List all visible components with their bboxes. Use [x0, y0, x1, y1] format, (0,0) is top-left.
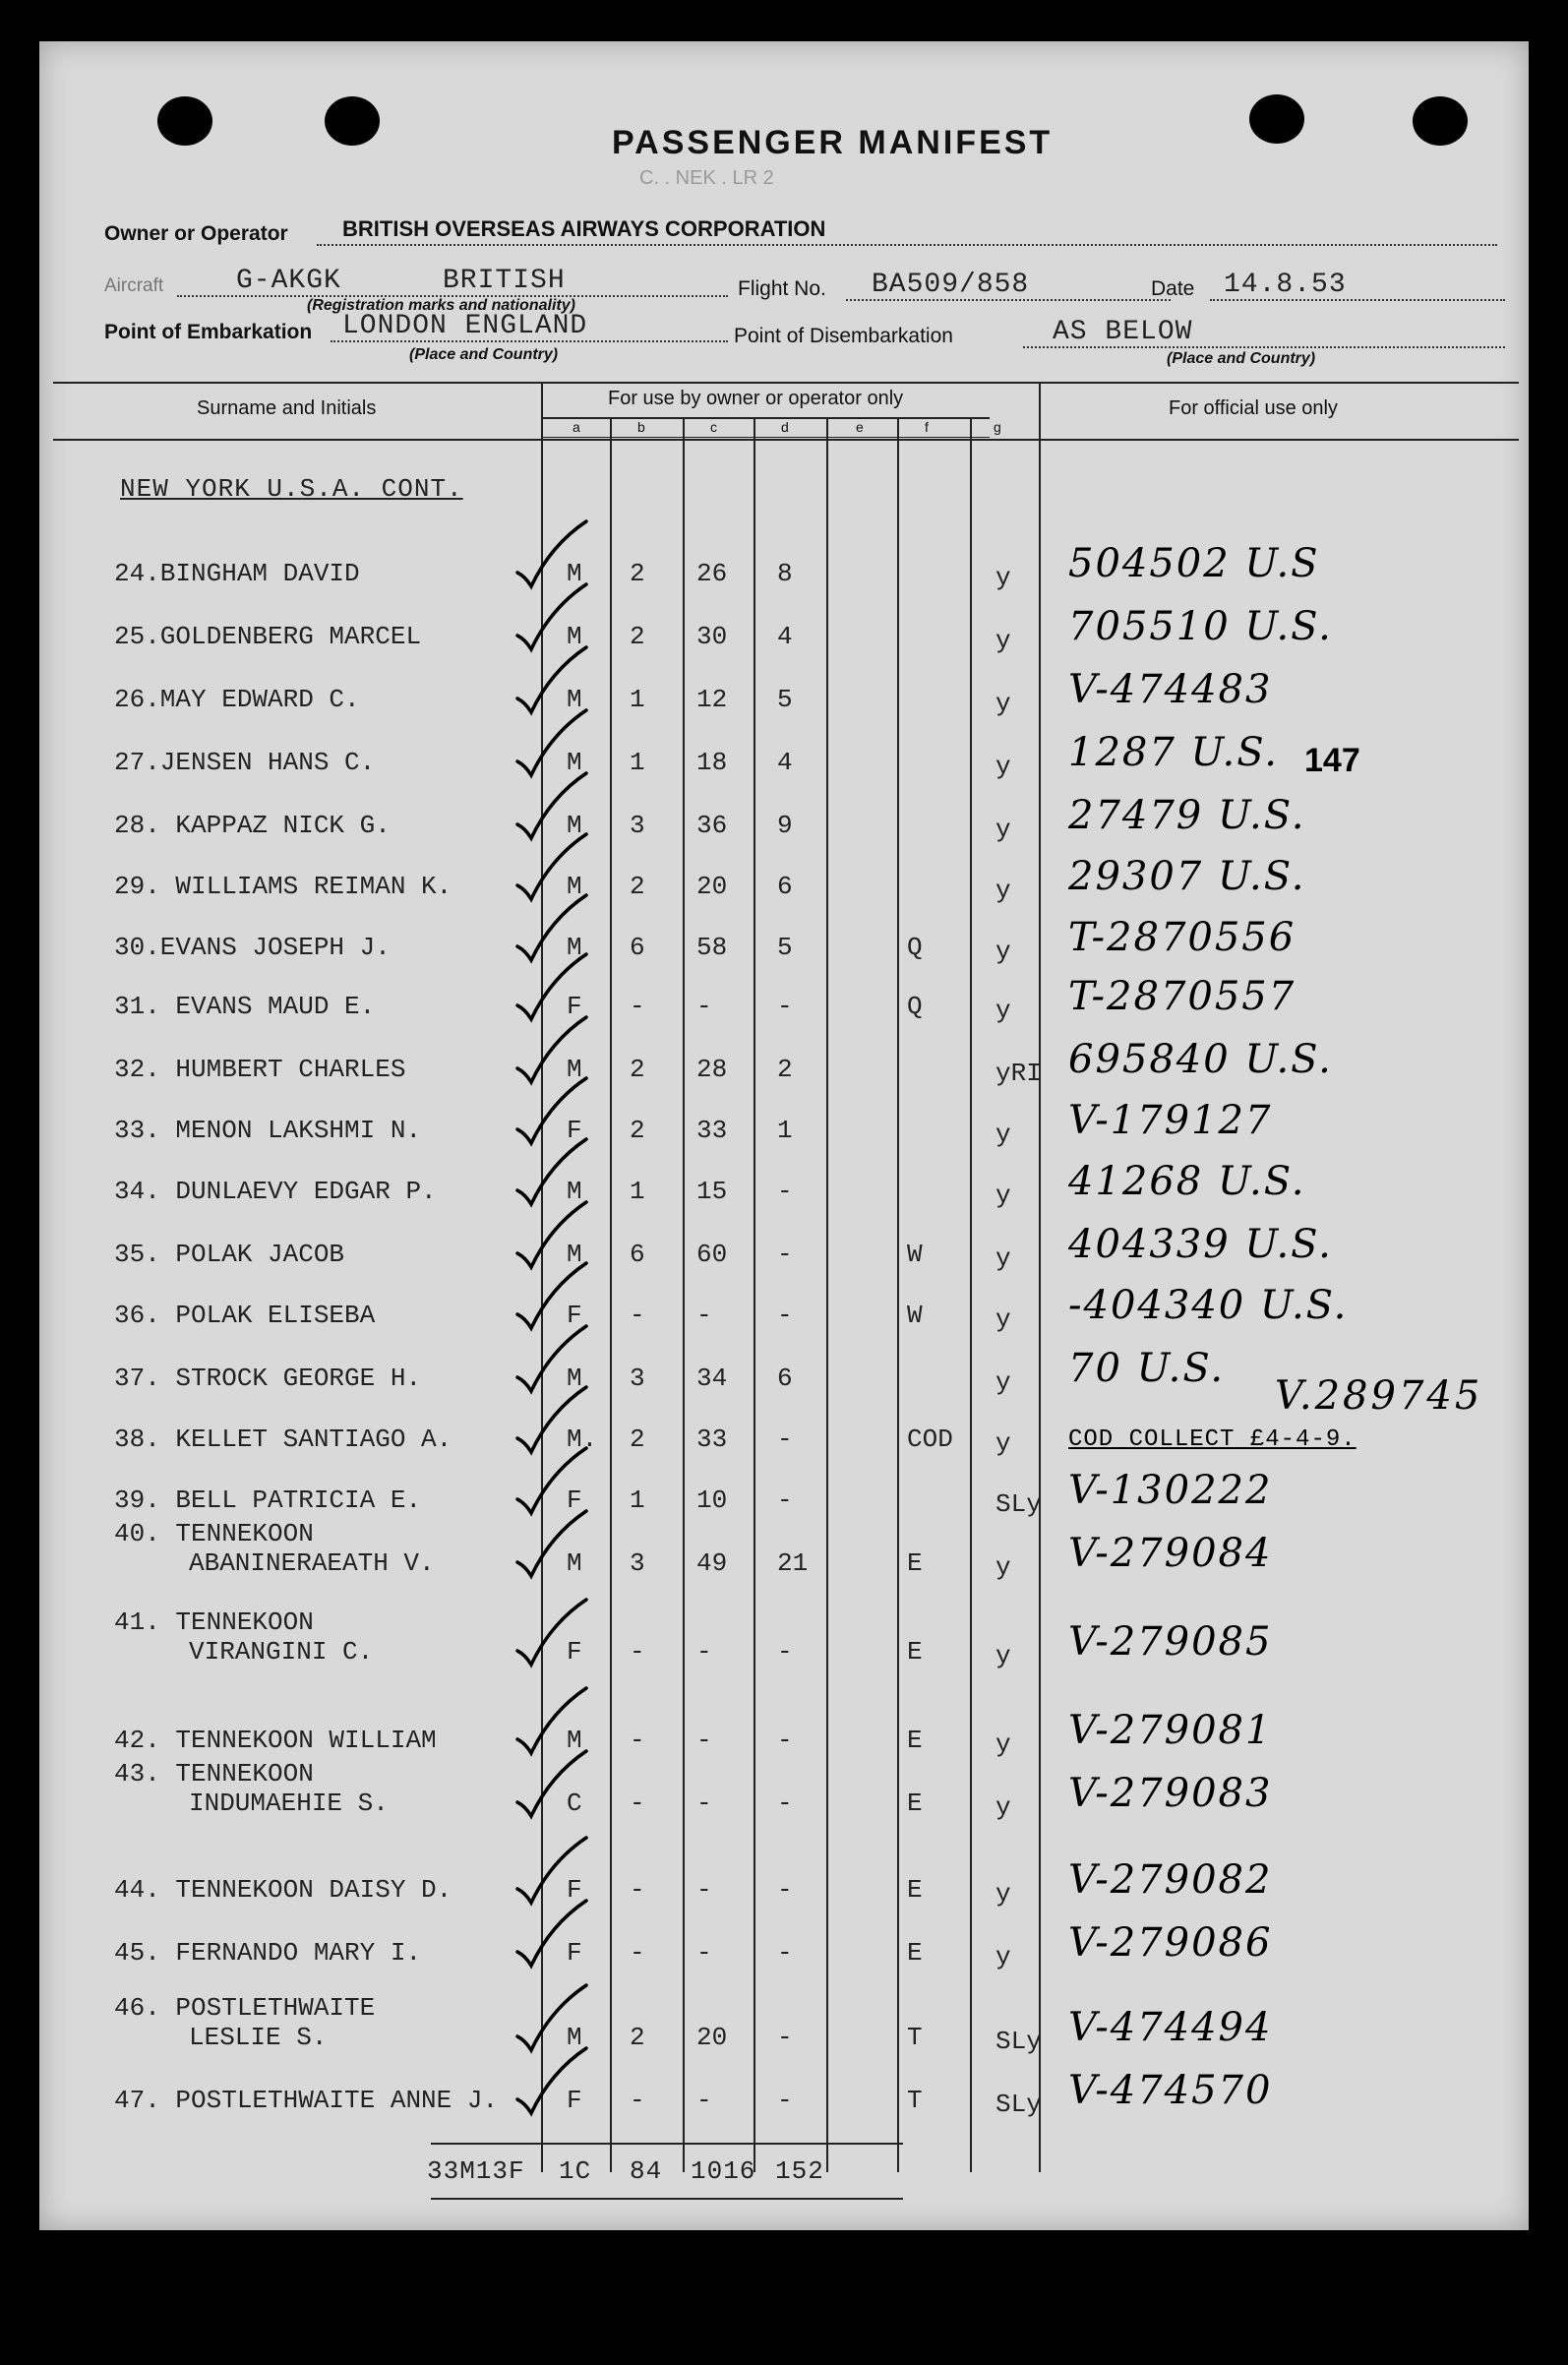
disembarkation-value: AS BELOW [1053, 317, 1193, 347]
col-e-header: e [856, 419, 864, 435]
col-g: SLy [995, 2090, 1042, 2119]
col-a-sex: M [567, 1055, 582, 1084]
col-b: 1 [630, 748, 645, 777]
totals-c: 1016 [691, 2156, 756, 2186]
col-d: - [777, 1301, 793, 1330]
operator-subrule-2 [541, 437, 990, 438]
col-g: y [995, 689, 1011, 718]
aircraft-label: Aircraft [104, 275, 164, 296]
table-row [39, 1283, 1529, 1360]
col-c: - [696, 1637, 712, 1667]
col-b: - [630, 1938, 645, 1968]
col-f: W [907, 1301, 923, 1330]
totals-b: 84 [630, 2156, 663, 2186]
official-entry: V-474570 [1068, 2068, 1273, 2113]
table-row [39, 1759, 1529, 1848]
table-row [39, 2068, 1529, 2145]
col-a-sex: F [567, 1486, 582, 1515]
col-c: - [696, 2086, 712, 2115]
manifest-page [39, 41, 1529, 2230]
col-c: - [696, 1301, 712, 1330]
official-entry: V-279081 [1068, 1708, 1273, 1753]
official-entry: 70 U.S. [1068, 1346, 1226, 1391]
col-g: y [995, 1428, 1011, 1458]
col-d: - [777, 1240, 793, 1269]
col-g: y [995, 1879, 1011, 1909]
flight-line [846, 299, 1171, 301]
col-g: y [995, 626, 1011, 655]
col-a-sex: M. [567, 1425, 598, 1454]
col-a-sex: C [567, 1789, 582, 1818]
owner-label: Owner or Operator [104, 222, 288, 245]
col-d: 4 [777, 748, 793, 777]
checkmark-icon [512, 1895, 590, 1973]
col-g: y [995, 1304, 1011, 1334]
checkmark-icon [512, 2042, 590, 2121]
table-row [39, 667, 1529, 744]
col-f-header: f [925, 419, 929, 435]
col-g: y [995, 1367, 1011, 1397]
col-b: 6 [630, 1240, 645, 1269]
col-c: 36 [696, 811, 728, 840]
col-c: - [696, 1875, 712, 1905]
operator-use-header: For use by owner or operator only [608, 388, 904, 409]
embarkation-value: LONDON ENGLAND [342, 311, 588, 341]
passenger-name: 26.MAY EDWARD C. [114, 685, 360, 714]
disembarkation-line [1023, 346, 1505, 348]
col-f: COD [907, 1425, 953, 1454]
col-g: yRI [995, 1059, 1042, 1088]
official-entry: V-179127 [1068, 1098, 1273, 1143]
col-b: 6 [630, 933, 645, 962]
col-c: 26 [696, 559, 728, 588]
col-b: 2 [630, 872, 645, 901]
col-a-sex: F [567, 1301, 582, 1330]
col-g: y [995, 1243, 1011, 1273]
punch-hole [1249, 94, 1304, 144]
col-b: 2 [630, 622, 645, 651]
official-entry: 705510 U.S. [1068, 604, 1333, 649]
table-row [39, 1037, 1529, 1114]
page-title: PASSENGER MANIFEST [612, 124, 1054, 161]
table-top-rule [53, 382, 1519, 384]
col-b: 2 [630, 1116, 645, 1145]
col-a-sex: F [567, 1875, 582, 1905]
punch-hole [157, 96, 212, 146]
official-entry: 29307 U.S. [1068, 854, 1306, 899]
aircraft-registration: G-AKGK [236, 266, 341, 296]
table-row [39, 1607, 1529, 1696]
passenger-name: 34. DUNLAEVY EDGAR P. [114, 1177, 437, 1206]
col-f: T [907, 2086, 923, 2115]
col-a-sex: M [567, 622, 582, 651]
col-b: - [630, 2086, 645, 2115]
passenger-name: 38. KELLET SANTIAGO A. [114, 1425, 452, 1454]
col-a-sex: M [567, 748, 582, 777]
col-c: 60 [696, 1240, 728, 1269]
punch-hole [325, 96, 380, 146]
col-d: 9 [777, 811, 793, 840]
passenger-name: 43. TENNEKOON [114, 1759, 314, 1789]
date-line [1210, 299, 1505, 301]
passenger-name: 29. WILLIAMS REIMAN K. [114, 872, 452, 901]
col-a-sex: F [567, 1938, 582, 1968]
col-a-sex: M [567, 1548, 582, 1578]
passenger-name-cont: INDUMAEHIE S. [189, 1789, 389, 1818]
col-g: y [995, 937, 1011, 966]
passenger-name: 35. POLAK JACOB [114, 1240, 345, 1269]
embarkation-note: (Place and Country) [409, 346, 559, 363]
col-c: 33 [696, 1425, 728, 1454]
totals-rule-bottom [431, 2198, 903, 2200]
official-entry: T-2870557 [1068, 974, 1297, 1019]
checkmark-icon [512, 1594, 590, 1672]
official-entry: V-130222 [1068, 1468, 1273, 1513]
col-d: - [777, 1637, 793, 1667]
section-heading: NEW YORK U.S.A. CONT. [120, 474, 463, 504]
date-label: Date [1151, 277, 1195, 300]
col-c: 18 [696, 748, 728, 777]
col-d: 8 [777, 559, 793, 588]
totals-rule [431, 2143, 903, 2145]
passenger-name: 36. POLAK ELISEBA [114, 1301, 376, 1330]
col-b: 1 [630, 1486, 645, 1515]
official-entry: 27479 U.S. [1068, 793, 1306, 838]
official-entry: V-279086 [1068, 1920, 1273, 1966]
col-f: W [907, 1240, 923, 1269]
official-entry: 41268 U.S. [1068, 1159, 1306, 1204]
col-f: E [907, 1875, 923, 1905]
col-f: Q [907, 992, 923, 1021]
official-entry: 504502 U.S [1068, 541, 1320, 586]
passenger-name-cont: ABANINERAEATH V. [189, 1548, 435, 1578]
col-d-header: d [781, 419, 789, 435]
col-g: SLy [995, 1489, 1042, 1519]
official-entry: V-279083 [1068, 1771, 1273, 1816]
col-a-sex: M [567, 1177, 582, 1206]
col-c: - [696, 1938, 712, 1968]
col-a-sex: M [567, 685, 582, 714]
passenger-name: 46. POSTLETHWAITE [114, 1993, 376, 2023]
table-row [39, 1857, 1529, 1934]
table-row [39, 915, 1529, 992]
passenger-name-cont: LESLIE S. [189, 2023, 328, 2052]
passenger-name: 39. BELL PATRICIA E. [114, 1486, 422, 1515]
table-row [39, 1425, 1529, 1484]
col-c: - [696, 992, 712, 1021]
date-value: 14.8.53 [1224, 270, 1347, 300]
col-f: Q [907, 933, 923, 962]
col-g: y [995, 815, 1011, 844]
col-f: T [907, 2023, 923, 2052]
col-c: 15 [696, 1177, 728, 1206]
col-c-header: c [710, 419, 717, 435]
col-c: 58 [696, 933, 728, 962]
col-g: y [995, 1641, 1011, 1670]
col-b: - [630, 1301, 645, 1330]
col-c: - [696, 1789, 712, 1818]
surname-header: Surname and Initials [197, 397, 377, 419]
official-entry: V-474483 [1068, 667, 1273, 712]
col-d: - [777, 992, 793, 1021]
col-a-sex: M [567, 872, 582, 901]
punch-hole [1413, 96, 1468, 146]
col-d: - [777, 1726, 793, 1755]
disembarkation-label: Point of Disembarkation [734, 325, 953, 347]
col-b-header: b [637, 419, 645, 435]
faint-stamp: C. . NEK . LR 2 [639, 167, 774, 189]
passenger-name: 32. HUMBERT CHARLES [114, 1055, 406, 1084]
col-a-sex: F [567, 1637, 582, 1667]
official-entry: 404339 U.S. [1068, 1222, 1333, 1267]
embarkation-line [331, 340, 728, 342]
official-entry: V-279082 [1068, 1857, 1273, 1903]
table-row [39, 1993, 1529, 2082]
official-entry: V-279085 [1068, 1619, 1273, 1665]
col-f: E [907, 1789, 923, 1818]
col-g: y [995, 1181, 1011, 1210]
col-b: 1 [630, 685, 645, 714]
col-g: y [995, 1552, 1011, 1582]
col-a-sex: M [567, 1364, 582, 1393]
passenger-name: 33. MENON LAKSHMI N. [114, 1116, 422, 1145]
col-d: - [777, 1486, 793, 1515]
col-a-sex: F [567, 2086, 582, 2115]
col-b: 2 [630, 2023, 645, 2052]
col-d: - [777, 1875, 793, 1905]
col-a-sex: F [567, 1116, 582, 1145]
col-b: - [630, 1875, 645, 1905]
col-d: 21 [777, 1548, 809, 1578]
official-entry: COD COLLECT £4-4-9. [1068, 1426, 1357, 1453]
registration-note: (Registration marks and nationality) [307, 297, 575, 314]
col-b: - [630, 1726, 645, 1755]
embarkation-label: Point of Embarkation [104, 321, 313, 343]
col-b: - [630, 1789, 645, 1818]
col-a-sex: M [567, 1726, 582, 1755]
official-entry: -404340 U.S. [1068, 1283, 1349, 1328]
col-b: 1 [630, 1177, 645, 1206]
col-c: - [696, 1726, 712, 1755]
col-c: 30 [696, 622, 728, 651]
margin-number: 147 [1304, 742, 1360, 779]
totals-a: 1C [559, 2156, 592, 2186]
col-c: 33 [696, 1116, 728, 1145]
col-g: y [995, 1792, 1011, 1822]
col-d: 6 [777, 1364, 793, 1393]
official-entry: V-474494 [1068, 2005, 1273, 2050]
col-c: 12 [696, 685, 728, 714]
col-f: E [907, 1637, 923, 1667]
col-b: 3 [630, 1548, 645, 1578]
official-use-header: For official use only [1169, 397, 1338, 419]
col-a-sex: M [567, 811, 582, 840]
col-a-sex: M [567, 559, 582, 588]
col-a-header: a [573, 419, 580, 435]
passenger-name: 40. TENNEKOON [114, 1519, 314, 1548]
checkmark-icon [512, 1745, 590, 1824]
col-d: 4 [777, 622, 793, 651]
col-d: 2 [777, 1055, 793, 1084]
col-d: - [777, 1425, 793, 1454]
passenger-name: 45. FERNANDO MARY I. [114, 1938, 422, 1968]
col-b: 3 [630, 1364, 645, 1393]
col-b: 2 [630, 559, 645, 588]
col-b: 2 [630, 1055, 645, 1084]
col-d: - [777, 1177, 793, 1206]
owner-line [317, 244, 1497, 246]
table-row [39, 1519, 1529, 1607]
flight-label: Flight No. [738, 277, 826, 300]
operator-subrule [541, 417, 990, 419]
disembarkation-note: (Place and Country) [1167, 350, 1316, 367]
col-g: y [995, 876, 1011, 905]
passenger-name: 31. EVANS MAUD E. [114, 992, 376, 1021]
passenger-name: 37. STROCK GEORGE H. [114, 1364, 422, 1393]
col-g-header: g [994, 419, 1001, 435]
passenger-name: 41. TENNEKOON [114, 1607, 314, 1637]
col-g: y [995, 752, 1011, 781]
passenger-name-cont: VIRANGINI C. [189, 1637, 374, 1667]
col-d: - [777, 1789, 793, 1818]
col-d: - [777, 2086, 793, 2115]
col-d: - [777, 1938, 793, 1968]
passenger-name: 30.EVANS JOSEPH J. [114, 933, 391, 962]
col-a-sex: M [567, 2023, 582, 2052]
col-b: - [630, 992, 645, 1021]
table-row [39, 1920, 1529, 1997]
col-c: 34 [696, 1364, 728, 1393]
col-a-sex: M [567, 933, 582, 962]
col-c: 20 [696, 872, 728, 901]
col-f: E [907, 1726, 923, 1755]
totals-label: 33M13F [427, 2156, 525, 2186]
passenger-name: 25.GOLDENBERG MARCEL [114, 622, 422, 651]
aircraft-nationality: BRITISH [443, 266, 566, 296]
col-b: 3 [630, 811, 645, 840]
passenger-name: 28. KAPPAZ NICK G. [114, 811, 391, 840]
col-d: 5 [777, 685, 793, 714]
col-g: SLy [995, 2027, 1042, 2056]
official-entry: V-279084 [1068, 1531, 1273, 1576]
official-entry: T-2870556 [1068, 915, 1297, 960]
col-c: 49 [696, 1548, 728, 1578]
handwritten-overwrite: V.289745 [1275, 1373, 1483, 1419]
col-c: 10 [696, 1486, 728, 1515]
table-header-rule [53, 439, 1519, 441]
owner-value: BRITISH OVERSEAS AIRWAYS CORPORATION [342, 216, 826, 241]
passenger-name: 44. TENNEKOON DAISY D. [114, 1875, 452, 1905]
col-g: y [995, 563, 1011, 592]
passenger-name: 42. TENNEKOON WILLIAM [114, 1726, 437, 1755]
col-d: - [777, 2023, 793, 2052]
col-d: 6 [777, 872, 793, 901]
col-c: 28 [696, 1055, 728, 1084]
col-g: y [995, 1942, 1011, 1971]
col-a-sex: M [567, 1240, 582, 1269]
col-a-sex: F [567, 992, 582, 1021]
table-row [39, 604, 1529, 681]
table-row [39, 854, 1529, 931]
flight-number: BA509/858 [872, 270, 1030, 300]
col-f: E [907, 1548, 923, 1578]
checkmark-icon [512, 1505, 590, 1584]
official-entry: 1287 U.S. [1068, 730, 1279, 775]
official-entry: 695840 U.S. [1068, 1037, 1333, 1082]
col-b: - [630, 1637, 645, 1667]
passenger-name: 24.BINGHAM DAVID [114, 559, 360, 588]
col-g: y [995, 1120, 1011, 1149]
col-f: E [907, 1938, 923, 1968]
col-g: y [995, 996, 1011, 1025]
col-c: 20 [696, 2023, 728, 2052]
passenger-name: 27.JENSEN HANS C. [114, 748, 376, 777]
col-d: 5 [777, 933, 793, 962]
col-g: y [995, 1729, 1011, 1759]
passenger-name: 47. POSTLETHWAITE ANNE J. [114, 2086, 499, 2115]
col-d: 1 [777, 1116, 793, 1145]
col-b: 2 [630, 1425, 645, 1454]
totals-d: 152 [775, 2156, 824, 2186]
